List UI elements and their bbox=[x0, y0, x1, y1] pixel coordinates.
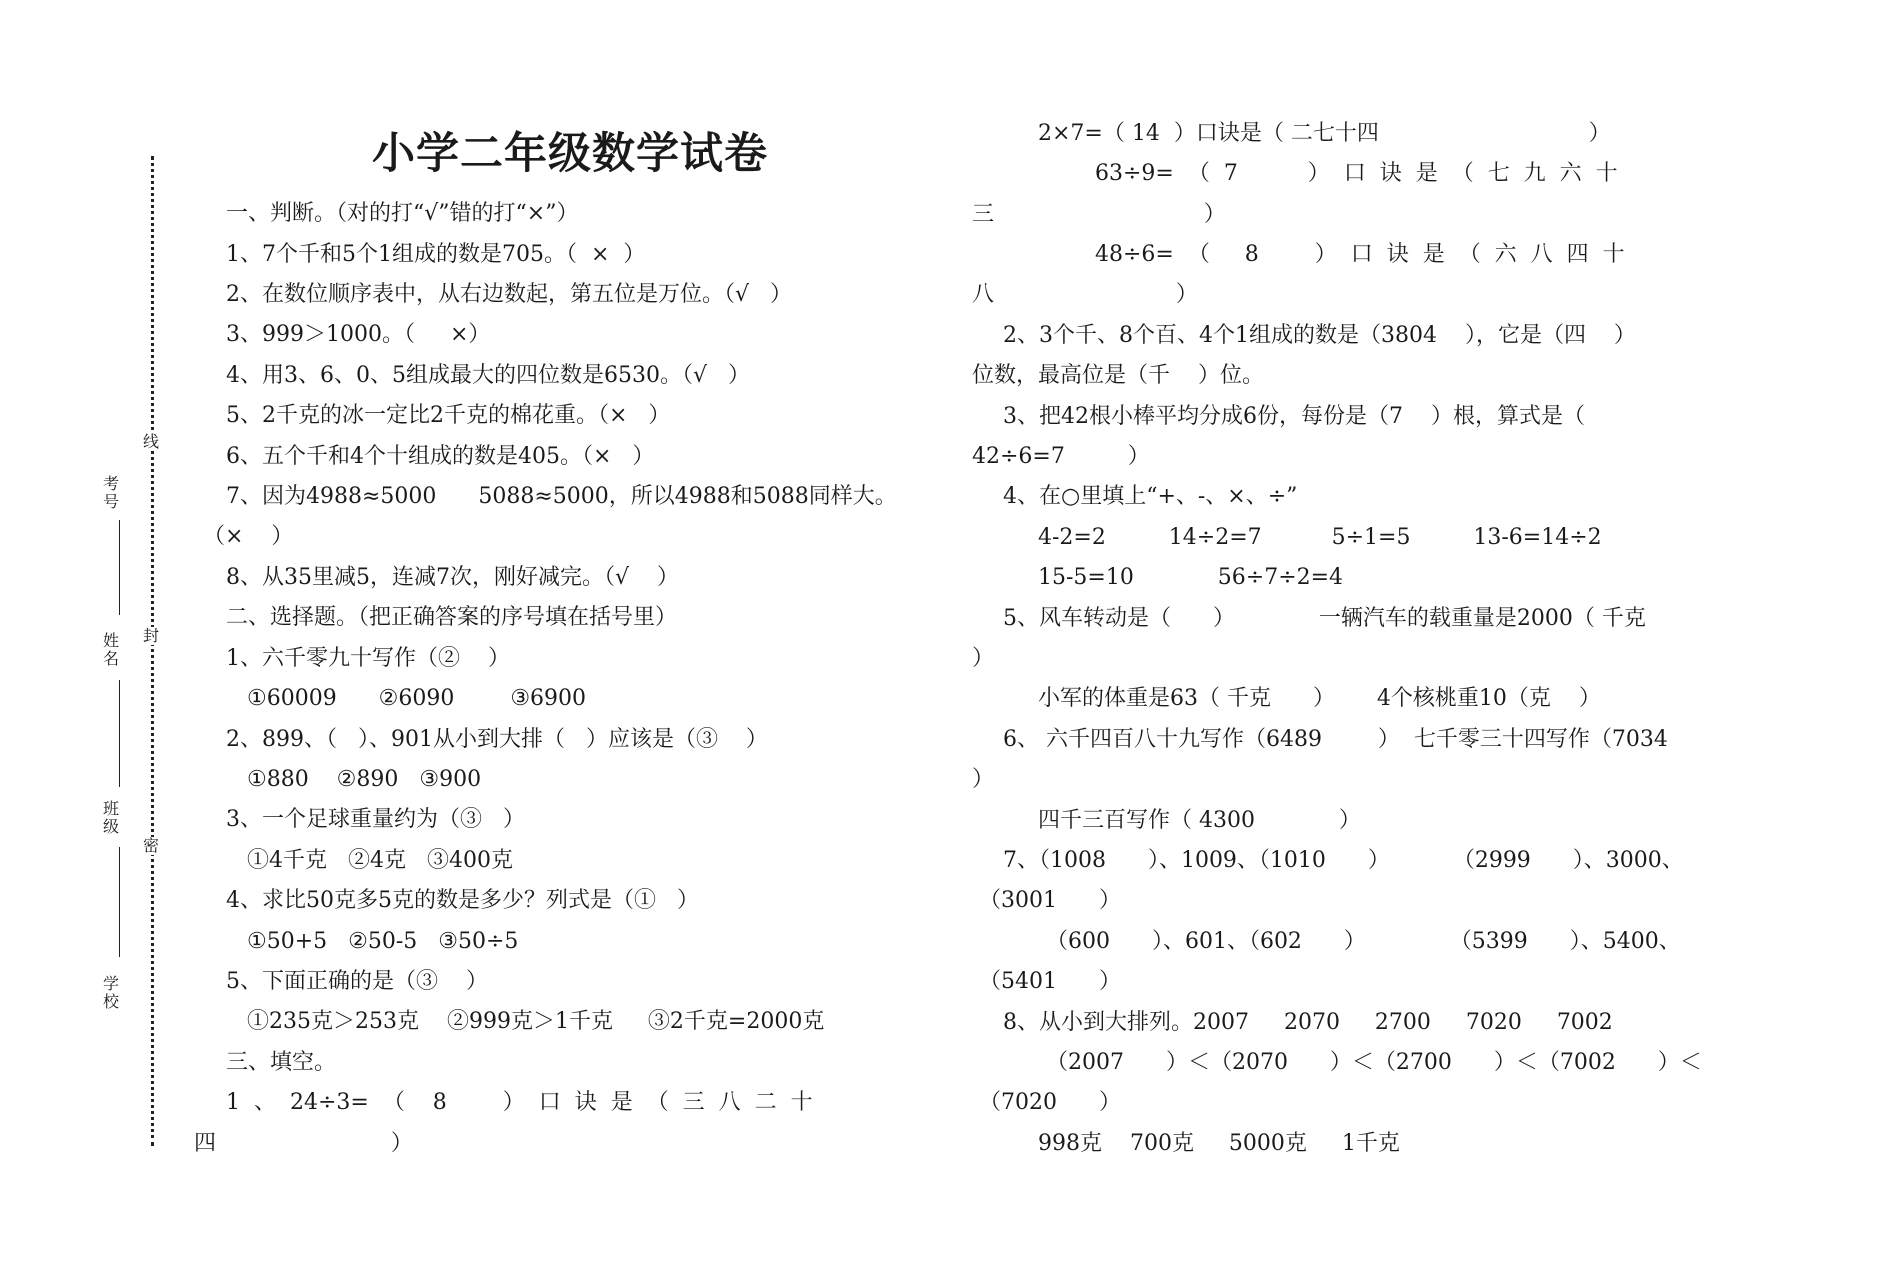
question-line: 三 ） bbox=[972, 202, 1226, 227]
question-line: 位数，最高位是（千 ）位。 bbox=[972, 363, 1264, 388]
question-line: （× ） bbox=[203, 524, 294, 549]
question-line: 998克 700克 5000克 1千克 bbox=[1038, 1131, 1400, 1156]
question-line: 八 ） bbox=[972, 282, 1198, 307]
question-line: 7、因为4988≈5000 5088≈5000，所以4988和5088同样大。 bbox=[226, 484, 897, 509]
student-name-label: 姓名 bbox=[102, 631, 119, 668]
question-line: 四 ） bbox=[194, 1131, 413, 1156]
question-line: 2、3个千、8个百、4个1组成的数是（3804 ），它是（四 ） bbox=[1003, 323, 1636, 348]
binding-dotted-line bbox=[151, 156, 154, 1146]
question-line: 6、 六千四百八十九写作（6489 ） 七千零三十四写作（7034 bbox=[1003, 727, 1668, 752]
question-line: 48÷6= （ 8 ） 口 诀 是 （ 六 八 四 十 bbox=[1095, 242, 1625, 267]
question-line: 5、下面正确的是（③ ） bbox=[226, 969, 488, 994]
question-line: （5401 ） bbox=[979, 969, 1121, 994]
question-line: 小军的体重是63（ 千克 ） 4个核桃重10（克 ） bbox=[1038, 686, 1601, 711]
question-line: 1、7个千和5个1组成的数是705。（ × ） bbox=[226, 242, 646, 267]
question-line: 8、从小到大排列。2007 2070 2700 7020 7002 bbox=[1003, 1010, 1613, 1035]
question-line: ） bbox=[972, 646, 995, 671]
question-line: 4、求比50克多5克的数是多少？列式是（① ） bbox=[226, 888, 699, 913]
question-line: 1 、 24÷3= （ 8 ） 口 诀 是 （ 三 八 二 十 bbox=[226, 1090, 813, 1115]
page-title: 小学二年级数学试卷 bbox=[372, 129, 768, 179]
section-3-heading: 三、填空。 bbox=[226, 1050, 337, 1075]
question-line: 5、2千克的冰一定比2千克的棉花重。（× ） bbox=[226, 403, 671, 428]
options-line: ①235克＞253克 ②999克＞1千克 ③2千克=2000克 bbox=[247, 1009, 825, 1034]
class-label: 班级 bbox=[102, 799, 119, 836]
question-line: 2、899、（ ）、901从小到大排（ ）应该是（③ ） bbox=[226, 727, 768, 752]
question-line: （600 ）、601、（602 ） （5399 ）、5400、 bbox=[1046, 929, 1681, 954]
student-name-field[interactable] bbox=[119, 680, 120, 787]
exam-number-field[interactable] bbox=[119, 520, 120, 615]
question-line: 2、在数位顺序表中，从右边数起，第五位是万位。（√ ） bbox=[226, 282, 792, 307]
question-line: 63÷9= （ 7 ） 口 诀 是 （ 七 九 六 十 bbox=[1095, 161, 1618, 186]
question-line: 3、一个足球重量约为（③ ） bbox=[226, 807, 525, 832]
seal-mark-secret: 密 bbox=[142, 836, 159, 855]
exam-number-label: 考号 bbox=[102, 474, 119, 511]
question-line: 3、把42根小棒平均分成6份，每份是（7 ）根，算式是（ bbox=[1003, 404, 1585, 429]
question-line: 5、风车转动是（ ） 一辆汽车的载重量是2000（ 千克 bbox=[1003, 606, 1646, 631]
question-line: 42÷6=7 ） bbox=[972, 444, 1150, 469]
question-line: （2007 ）＜（2070 ）＜（2700 ）＜（7002 ）＜ bbox=[1046, 1050, 1702, 1075]
question-line: 四千三百写作（ 4300 ） bbox=[1038, 808, 1361, 833]
question-line: （7020 ） bbox=[979, 1090, 1121, 1115]
options-line: ①4千克 ②4克 ③400克 bbox=[247, 848, 513, 873]
section-1-heading: 一、判断。（对的打“√”错的打“×”） bbox=[226, 201, 579, 226]
question-line: 2×7=（ 14 ）口诀是（ 二七十四 ） bbox=[1038, 121, 1611, 146]
question-line: 8、从35里减5，连减7次，刚好减完。（√ ） bbox=[226, 565, 679, 590]
options-line: ①880 ②890 ③900 bbox=[247, 767, 482, 792]
question-line: 6、五个千和4个十组成的数是405。（× ） bbox=[226, 444, 655, 469]
question-line: （3001 ） bbox=[979, 888, 1121, 913]
question-line: 7、（1008 ）、1009、（1010 ） （2999 ）、3000、 bbox=[1003, 848, 1684, 873]
section-2-heading: 二、选择题。（把正确答案的序号填在括号里） bbox=[226, 605, 678, 630]
question-line: 3、999＞1000。（ ×） bbox=[226, 322, 491, 347]
equation-line: 4-2=2 14÷2=7 5÷1=5 13-6=14÷2 bbox=[1038, 525, 1602, 550]
class-field[interactable] bbox=[119, 847, 120, 957]
equation-line: 15-5=10 56÷7÷2=4 bbox=[1038, 565, 1344, 590]
seal-mark-seal: 封 bbox=[142, 626, 159, 645]
question-line: 4、用3、6、0、5组成最大的四位数是6530。（√ ） bbox=[226, 363, 750, 388]
question-line: 1、六千零九十写作（② ） bbox=[226, 646, 510, 671]
options-line: ①60009 ②6090 ③6900 bbox=[247, 686, 587, 711]
school-label: 学校 bbox=[102, 974, 119, 1011]
options-line: ①50+5 ②50-5 ③50÷5 bbox=[247, 929, 519, 954]
question-line: 4、在○里填上“+、-、×、÷” bbox=[1003, 484, 1298, 509]
question-line: ） bbox=[972, 767, 995, 792]
seal-mark-line: 线 bbox=[142, 432, 159, 451]
